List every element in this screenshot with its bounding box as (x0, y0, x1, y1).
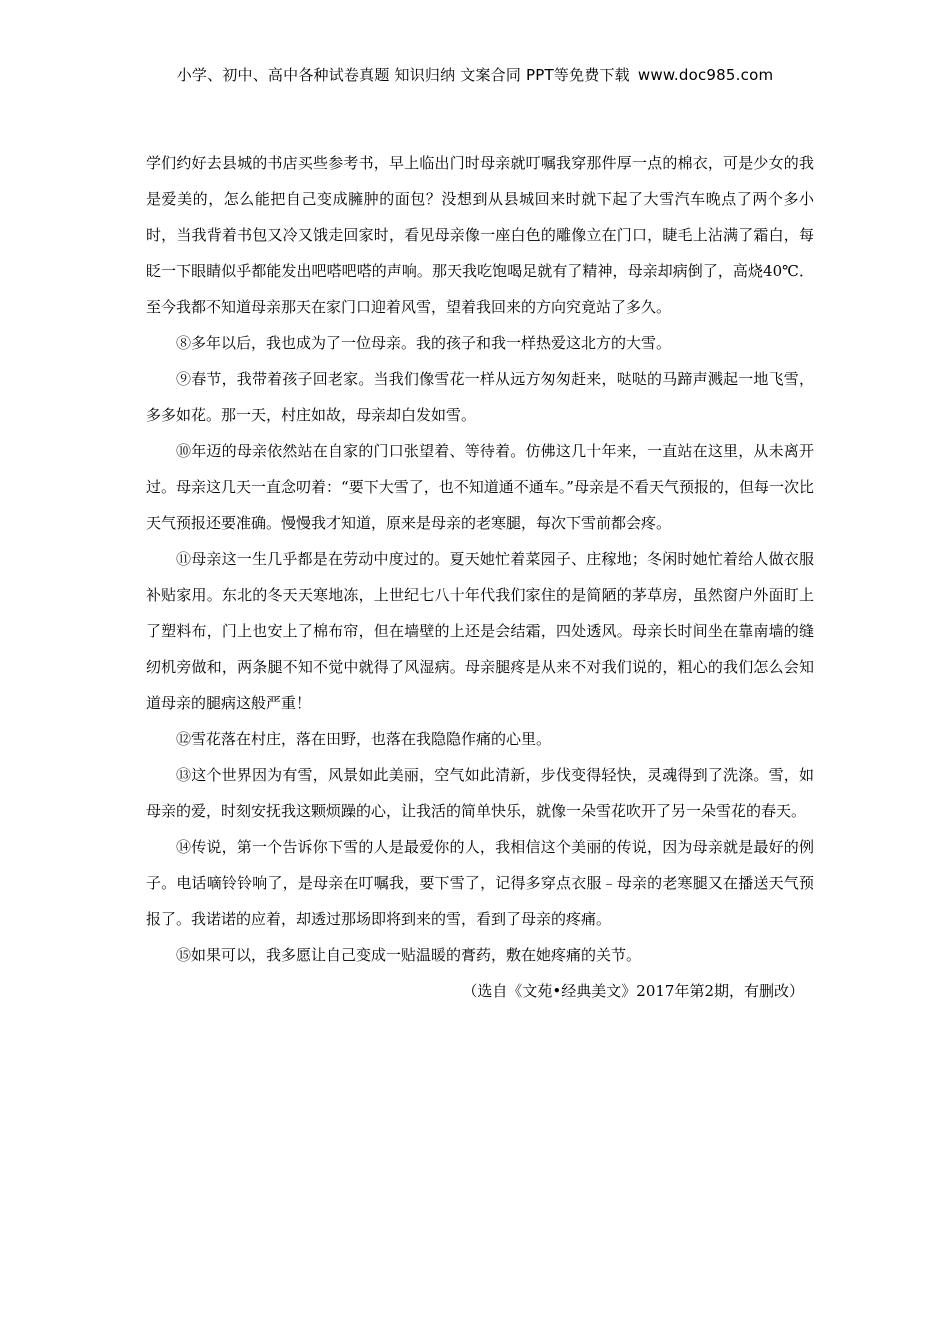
article-body (146, 145, 814, 1009)
paragraph-11: ⑪母亲这一生几乎都是在劳动中度过的。夏天她忙着菜园子、庄稼地；冬闲时她忙着给人做衣服补贴家用。东北的冬天天寒地冻，上世纪七八十年代我们家住的是简陋的茅草房，虽然窗户外面盯上了塑料布，门上也安上了棉布帘，但在墙壁的上还是会结霜，四处透风。母亲长时间坐在靠南墙的缝纫机旁做和，两条腿不知不觉中就得了风湿病。母亲腿疼是从来不对我们说的，粗心的我们怎么会知道母亲的腿病这般严重！ (146, 550, 814, 712)
paragraph-13: ⑬这个世界因为有雪，风景如此美丽，空气如此清新，步伐变得轻快，灵魂得到了洗涤。雪，如母亲的爱，时刻安抚我这颗烦躁的心，让我活的简单快乐，就像一朵雪花吹开了另一朵雪花的春天。 (146, 766, 814, 820)
paragraph-continued: 学们约好去县城的书店买些参考书，早上临出门时母亲就叮嘱我穿那件厚一点的棉衣，可是少女的我是爱美的，怎么能把自己变成臃肿的面包？没想到从县城回来时就下起了大雪汽车晚点了两个多小时，当我背着书包又冷又饿走回家时，看见母亲像一座白色的雕像立在门口，睫毛上沾满了霜白，每眨一下眼睛似乎都能发出吧嗒吧嗒的声响。那天我吃饱喝足就有了精神，母亲却病倒了，高烧40℃．至今我都不知道母亲那天在家门口迎着风雪，望着我回来的方向究竟站了多久。 (146, 154, 814, 316)
paragraph-8: ⑧多年以后，我也成为了一位母亲。我的孩子和我一样热爱这北方的大雪。 (176, 334, 672, 352)
header-text: 小学、初中、高中各种试卷真题 知识归纳 文案合同 PPT等免费下载 (176, 66, 630, 84)
paragraph-14: ⑭传说，第一个告诉你下雪的人是最爱你的人，我相信这个美丽的传说，因为母亲就是最好的例子。电话嘀铃铃响了，是母亲在叮嘱我，要下雪了，记得多穿点衣服﹣母亲的老寒腿又在播送天气预报了。我诺诺的应着，却透过那场即将到来的雪，看到了母亲的疼痛。 (146, 838, 814, 928)
paragraph-15: ⑮如果可以，我多愿让自己变成一贴温暖的膏药，敷在她疼痛的关节。 (176, 946, 642, 964)
paragraph-12: ⑫雪花落在村庄，落在田野，也落在我隐隐作痛的心里。 (176, 730, 552, 748)
paragraph-9: ⑨春节，我带着孩子回老家。当我们像雪花一样从远方匆匆赶来，哒哒的马蹄声溅起一地飞雪，多多如花。那一天，村庄如故，母亲却白发如雪。 (146, 370, 814, 424)
header-url[interactable]: www.doc985.com (637, 66, 774, 84)
paragraph-10: ⑩年迈的母亲依然站在自家的门口张望着、等待着。仿佛这几十年来，一直站在这里，从未离开过。母亲这几天一直念叨着：“要下大雪了，也不知道通不通车。”母亲是不看天气预报的，但每一次比天气预报还要准确。慢慢我才知道，原来是母亲的老寒腿，每次下雪前都会疼。 (146, 442, 814, 532)
page-header (0, 64, 950, 85)
source-citation: （选自《文苑•经典美文》2017年第2期，有删改） (462, 982, 804, 1000)
